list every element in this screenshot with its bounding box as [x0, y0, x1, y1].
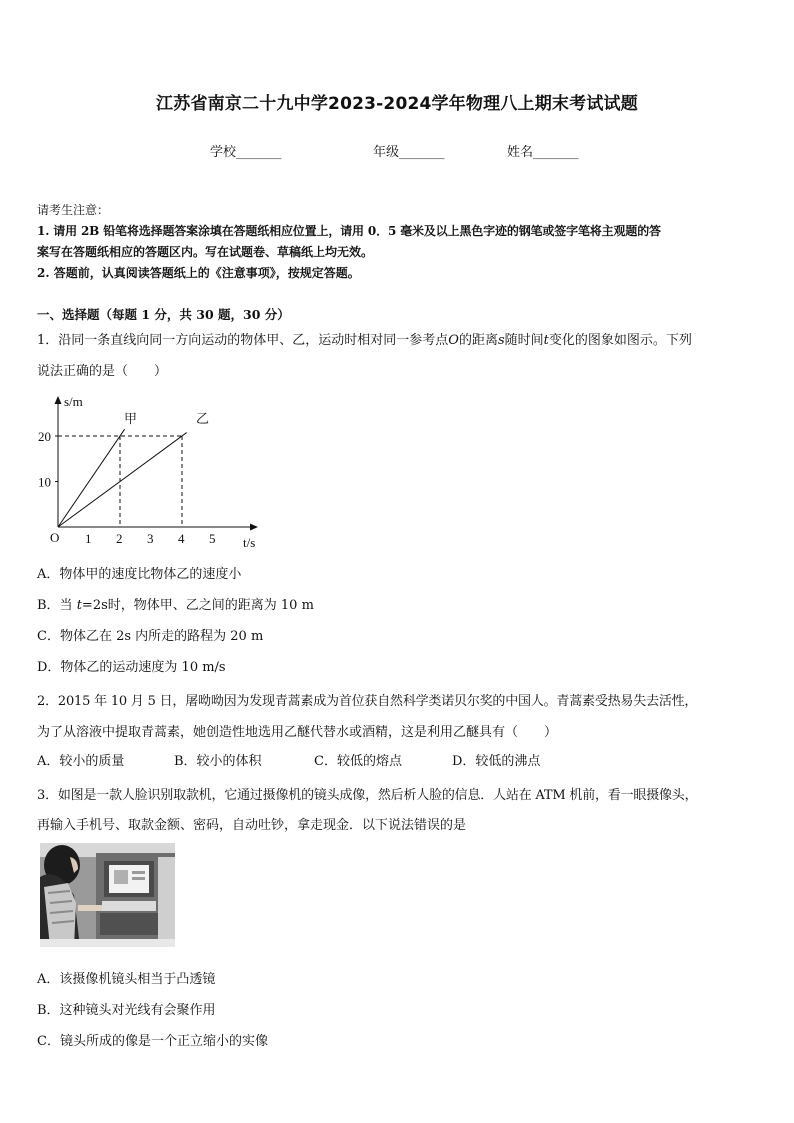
school-field[interactable]: [210, 141, 282, 160]
q1-st-graph: [36, 390, 276, 555]
q1-stem-line2: 说法正确的是（ ）: [37, 364, 168, 379]
q3-option-b[interactable]: B．这种镜头对光线有会聚作用: [37, 1003, 216, 1018]
series-line-yi: [58, 433, 187, 527]
y-tick-labels: [38, 429, 58, 490]
q1-option-b[interactable]: [37, 594, 314, 613]
x-tick-label: 4: [178, 531, 185, 546]
x-tick-label: 1: [85, 531, 92, 546]
school-blank: _______: [236, 145, 282, 160]
grade-label: 年级: [373, 145, 400, 160]
x-tick-labels: [85, 531, 216, 546]
q1-stem-line1: [37, 325, 759, 356]
y-axis-arrow: [55, 396, 62, 404]
y-axis-label: s/m: [64, 394, 83, 409]
series-label-jia: 甲: [124, 412, 138, 427]
q2-option-c[interactable]: C．较低的熔点: [314, 754, 402, 769]
q2-option-b[interactable]: B．较小的体积: [174, 754, 262, 769]
notice-item-1b: 案写在答题纸相应的答题区内。写在试题卷、草稿纸上均无效。: [37, 245, 374, 259]
series-lines: [58, 429, 187, 527]
q3-option-a[interactable]: A．该摄像机镜头相当于凸透镜: [37, 972, 216, 987]
q1-option-a[interactable]: A．物体甲的速度比物体乙的速度小: [37, 567, 242, 582]
q2-option-a[interactable]: A．较小的质量: [37, 754, 125, 769]
q1-var-s: s: [497, 333, 505, 348]
x-tick-label: 2: [116, 531, 123, 546]
notice-item-1a: 1. 请用 2B 铅笔将选择题答案涂填在答题纸相应位置上，请用 0．5 毫米及以上黑色字迹的钢笔或签字笔将主观题的答: [37, 224, 661, 238]
series-line-jia: [58, 429, 125, 527]
school-label: 学校: [210, 145, 237, 160]
q1-var-t: t: [543, 333, 549, 348]
q1-text-b: 的距离: [458, 333, 498, 348]
y-tick-label: 20: [38, 429, 51, 444]
q3-option-c[interactable]: C．镜头所成的像是一个正立缩小的实像: [37, 1034, 268, 1049]
name-field[interactable]: [507, 141, 579, 160]
notice-item-2: 2. 答题前，认真阅读答题纸上的《注意事项》，按规定答题。: [37, 266, 360, 280]
q1-option-b-prefix: B．当: [37, 598, 77, 613]
q2-options: [37, 750, 757, 769]
grade-field[interactable]: [373, 141, 445, 160]
q3-stem-line1: 3．如图是一款人脸识别取款机，它通过摄像机的镜头成像，然后析人脸的信息．人站在 ATM 机前，看一眼摄像头，: [37, 788, 698, 803]
x-axis-label: t/s: [243, 535, 256, 550]
q2-stem-line2: 为了从溶液中提取青蒿素，她创造性地选用乙醚代替水或酒精，这是利用乙醚具有（ ）: [37, 725, 558, 740]
q1-text-c: 随时间: [504, 333, 544, 348]
q1-option-b-text: =2s时，物体甲、乙之间的距离为 10 m: [81, 598, 314, 613]
atm-face-recognition-photo: [40, 843, 175, 947]
grade-blank: _______: [399, 145, 445, 160]
q1-option-c[interactable]: C．物体乙在 2s 内所走的路程为 20 m: [37, 629, 264, 644]
name-blank: _______: [533, 145, 579, 160]
page-title: 江苏省南京二十九中学2023-2024学年物理八上期末考试试题: [156, 94, 638, 114]
x-tick-label: 5: [209, 531, 216, 546]
q1-option-b-var: t: [76, 598, 82, 613]
y-tick-label: 10: [38, 474, 51, 490]
origin-label: O: [50, 530, 60, 545]
q2-stem-line1: 2．2015 年 10 月 5 日，屠呦呦因为发现青蒿素成为首位获自然科学类诺贝尔奖的中国人。青蒿素受热易失去活性，: [37, 694, 698, 709]
x-axis-arrow: [250, 524, 258, 531]
q2-option-d[interactable]: D．较低的沸点: [452, 754, 541, 769]
q1-text-d: 变化的图象如图示。下列: [548, 333, 692, 348]
section-heading: 一、选择题（每题 1 分，共 30 题，30 分）: [37, 307, 290, 322]
notice-heading: 请考生注意：: [37, 203, 110, 217]
x-tick-label: 3: [147, 531, 154, 546]
name-label: 姓名: [507, 145, 534, 160]
q1-text-a: 1．沿同一条直线向同一方向运动的物体甲、乙，运动时相对同一参考点: [37, 333, 449, 348]
q3-stem-line2: 再输入手机号、取款金额、密码，自动吐钞，拿走现金．以下说法错误的是: [37, 818, 467, 833]
q1-var-o: O: [448, 333, 459, 348]
q1-option-d[interactable]: D．物体乙的运动速度为 10 m/s: [37, 660, 226, 675]
series-label-yi: 乙: [196, 412, 210, 427]
